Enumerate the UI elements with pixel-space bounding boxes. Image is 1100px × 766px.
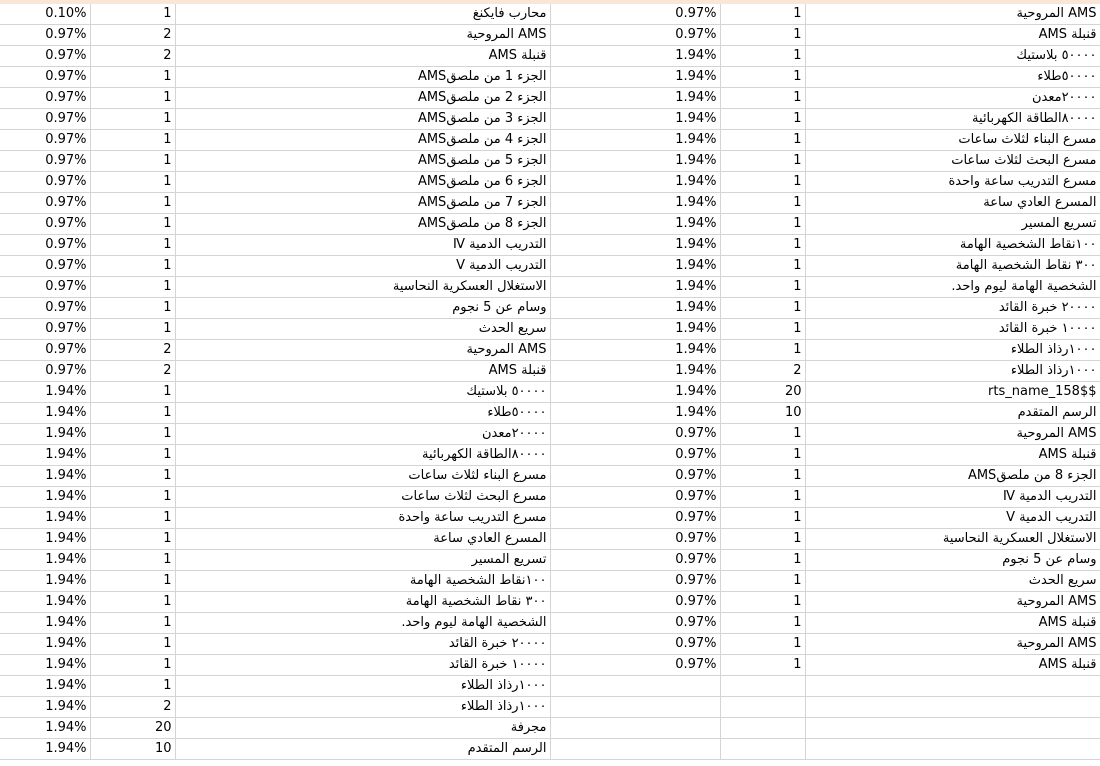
cell-left-item-name[interactable]: مسرع البناء لثلاث ساعات (175, 466, 550, 487)
cell-right-count[interactable]: 1 (720, 151, 805, 172)
cell-left-percent[interactable]: 0.97% (0, 25, 90, 46)
table-row (0, 277, 1100, 298)
cell-right-count[interactable]: 1 (720, 445, 805, 466)
table-row (0, 25, 1100, 46)
cell-left-count[interactable]: 1 (90, 130, 175, 151)
cell-left-item-name[interactable]: قنبلة AMS (175, 361, 550, 382)
cell-left-item-name[interactable]: ٨٠٠٠٠الطاقة الكهربائية (175, 445, 550, 466)
cell-right-count[interactable]: 1 (720, 466, 805, 487)
cell-right-count[interactable]: 1 (720, 130, 805, 151)
cell-left-item-name[interactable]: الجزء 1 من ملصقAMS (175, 67, 550, 88)
cell-right-item-name[interactable] (805, 739, 1100, 760)
cell-left-item-name[interactable]: ٣٠٠ نقاط الشخصية الهامة (175, 592, 550, 613)
table-row (0, 319, 1100, 340)
cell-right-percent[interactable]: 1.94% (550, 361, 720, 382)
cell-left-percent[interactable]: 0.97% (0, 151, 90, 172)
cell-right-item-name[interactable]: مسرع البناء لثلاث ساعات (805, 130, 1100, 151)
cell-left-item-name[interactable]: التدريب الدمية Ⅳ (175, 235, 550, 256)
cell-left-count[interactable]: 2 (90, 46, 175, 67)
cell-right-percent[interactable]: 0.97% (550, 550, 720, 571)
table-row (0, 697, 1100, 718)
cell-right-percent[interactable]: 1.94% (550, 235, 720, 256)
table-row (0, 235, 1100, 256)
cell-right-item-name[interactable]: $rts_name_158$ (805, 382, 1100, 403)
cell-right-item-name[interactable]: التدريب الدمية Ⅴ (805, 508, 1100, 529)
cell-right-count[interactable]: 1 (720, 508, 805, 529)
cell-right-percent[interactable]: 1.94% (550, 67, 720, 88)
cell-right-percent[interactable]: 1.94% (550, 277, 720, 298)
cell-right-percent[interactable]: 0.97% (550, 445, 720, 466)
table-row (0, 130, 1100, 151)
cell-left-percent[interactable]: 0.10% (0, 4, 90, 25)
cell-right-count[interactable] (720, 676, 805, 697)
cell-right-count[interactable]: 1 (720, 613, 805, 634)
grid-body (0, 4, 1100, 760)
cell-left-percent[interactable]: 1.94% (0, 697, 90, 718)
cell-left-count[interactable]: 1 (90, 151, 175, 172)
cell-left-count[interactable]: 1 (90, 382, 175, 403)
cell-left-count[interactable]: 2 (90, 25, 175, 46)
cell-left-percent[interactable]: 0.97% (0, 319, 90, 340)
cell-left-item-name[interactable]: التدريب الدمية Ⅴ (175, 256, 550, 277)
cell-right-percent[interactable]: 1.94% (550, 340, 720, 361)
cell-left-item-name[interactable]: مجرفة (175, 718, 550, 739)
cell-left-count[interactable]: 1 (90, 67, 175, 88)
cell-right-item-name[interactable]: ٥٠٠٠٠طلاء (805, 67, 1100, 88)
cell-left-item-name[interactable]: الشخصية الهامة ليوم واحد. (175, 613, 550, 634)
cell-left-item-name[interactable]: سريع الحدث (175, 319, 550, 340)
cell-left-percent[interactable]: 0.97% (0, 235, 90, 256)
cell-left-item-name[interactable]: الجزء 2 من ملصقAMS (175, 88, 550, 109)
table-row (0, 424, 1100, 445)
cell-left-count[interactable]: 1 (90, 613, 175, 634)
cell-right-percent[interactable]: 0.97% (550, 529, 720, 550)
cell-left-percent[interactable]: 1.94% (0, 718, 90, 739)
cell-left-item-name[interactable]: الاستغلال العسكرية النحاسية (175, 277, 550, 298)
cell-left-item-name[interactable]: ١٠٠٠رذاذ الطلاء (175, 676, 550, 697)
cell-right-item-name[interactable]: ١٠٠٠رذاذ الطلاء (805, 340, 1100, 361)
cell-left-percent[interactable]: 0.97% (0, 130, 90, 151)
cell-left-percent[interactable]: 0.97% (0, 214, 90, 235)
table-row (0, 298, 1100, 319)
cell-left-item-name[interactable]: المسرع العادي ساعة (175, 529, 550, 550)
cell-right-count[interactable]: 1 (720, 25, 805, 46)
cell-right-item-name[interactable]: مسرع البحث لثلاث ساعات (805, 151, 1100, 172)
cell-right-item-name[interactable]: ١٠٠٠رذاذ الطلاء (805, 361, 1100, 382)
cell-left-count[interactable]: 1 (90, 256, 175, 277)
cell-left-count[interactable]: 1 (90, 235, 175, 256)
cell-left-percent[interactable]: 0.97% (0, 193, 90, 214)
cell-right-item-name[interactable]: ٢٠٠٠٠ خبرة القائد (805, 298, 1100, 319)
cell-right-percent[interactable]: 1.94% (550, 403, 720, 424)
cell-right-percent[interactable]: 1.94% (550, 214, 720, 235)
cell-left-count[interactable]: 2 (90, 697, 175, 718)
cell-right-count[interactable]: 1 (720, 424, 805, 445)
cell-right-count[interactable]: 1 (720, 571, 805, 592)
cell-right-item-name[interactable] (805, 718, 1100, 739)
cell-right-percent[interactable]: 1.94% (550, 172, 720, 193)
table-row (0, 361, 1100, 382)
cell-left-count[interactable]: 10 (90, 739, 175, 760)
cell-right-percent[interactable]: 0.97% (550, 466, 720, 487)
cell-left-percent[interactable]: 1.94% (0, 634, 90, 655)
cell-right-item-name[interactable]: ١٠٠٠٠ خبرة القائد (805, 319, 1100, 340)
cell-left-percent[interactable]: 1.94% (0, 445, 90, 466)
table-row (0, 676, 1100, 697)
table-row (0, 550, 1100, 571)
cell-left-count[interactable]: 1 (90, 676, 175, 697)
cell-left-count[interactable]: 20 (90, 718, 175, 739)
cell-right-percent[interactable]: 0.97% (550, 613, 720, 634)
cell-right-item-name[interactable] (805, 676, 1100, 697)
cell-right-percent[interactable] (550, 718, 720, 739)
cell-left-percent[interactable]: 1.94% (0, 613, 90, 634)
cell-right-item-name[interactable]: AMS المروحية (805, 424, 1100, 445)
cell-right-item-name[interactable]: ٢٠٠٠٠معدن (805, 88, 1100, 109)
cell-left-item-name[interactable]: تسريع المسير (175, 550, 550, 571)
cell-left-percent[interactable]: 0.97% (0, 172, 90, 193)
cell-left-percent[interactable]: 1.94% (0, 739, 90, 760)
cell-right-count[interactable]: 10 (720, 403, 805, 424)
cell-left-item-name[interactable]: ١٠٠نقاط الشخصية الهامة (175, 571, 550, 592)
cell-left-percent[interactable]: 0.97% (0, 109, 90, 130)
cell-left-count[interactable]: 2 (90, 340, 175, 361)
cell-right-item-name[interactable]: AMS المروحية (805, 4, 1100, 25)
table-row (0, 655, 1100, 676)
cell-left-percent[interactable]: 0.97% (0, 88, 90, 109)
cell-right-count[interactable]: 1 (720, 487, 805, 508)
cell-right-count[interactable] (720, 697, 805, 718)
cell-left-count[interactable]: 1 (90, 277, 175, 298)
cell-right-percent[interactable]: 0.97% (550, 592, 720, 613)
cell-left-percent[interactable]: 1.94% (0, 382, 90, 403)
cell-left-percent[interactable]: 0.97% (0, 46, 90, 67)
cell-right-percent[interactable]: 0.97% (550, 424, 720, 445)
spreadsheet-grid (0, 4, 1100, 760)
cell-right-count[interactable]: 1 (720, 529, 805, 550)
cell-left-item-name[interactable]: قنبلة AMS (175, 46, 550, 67)
table-row (0, 613, 1100, 634)
cell-right-percent[interactable]: 1.94% (550, 46, 720, 67)
cell-right-count[interactable]: 1 (720, 109, 805, 130)
cell-left-count[interactable]: 2 (90, 361, 175, 382)
cell-right-item-name[interactable]: AMS المروحية (805, 634, 1100, 655)
cell-left-count[interactable]: 1 (90, 403, 175, 424)
cell-right-count[interactable]: 1 (720, 592, 805, 613)
cell-right-item-name[interactable]: الرسم المتقدم (805, 403, 1100, 424)
cell-right-count[interactable]: 2 (720, 361, 805, 382)
cell-left-percent[interactable]: 1.94% (0, 424, 90, 445)
cell-left-count[interactable]: 1 (90, 298, 175, 319)
cell-right-item-name[interactable]: ٨٠٠٠٠الطاقة الكهربائية (805, 109, 1100, 130)
cell-right-count[interactable]: 1 (720, 4, 805, 25)
cell-right-item-name[interactable]: تسريع المسير (805, 214, 1100, 235)
cell-left-item-name[interactable]: الجزء 4 من ملصقAMS (175, 130, 550, 151)
cell-left-percent[interactable]: 1.94% (0, 571, 90, 592)
cell-left-count[interactable]: 1 (90, 634, 175, 655)
cell-left-item-name[interactable]: ٢٠٠٠٠ خبرة القائد (175, 634, 550, 655)
cell-right-item-name[interactable]: قنبلة AMS (805, 655, 1100, 676)
cell-left-item-name[interactable]: ٢٠٠٠٠معدن (175, 424, 550, 445)
table-row (0, 487, 1100, 508)
table-row (0, 46, 1100, 67)
cell-right-count[interactable]: 1 (720, 277, 805, 298)
cell-left-count[interactable]: 1 (90, 424, 175, 445)
cell-left-count[interactable]: 1 (90, 193, 175, 214)
cell-right-item-name[interactable]: المسرع العادي ساعة (805, 193, 1100, 214)
cell-left-item-name[interactable]: AMS المروحية (175, 25, 550, 46)
table-row (0, 172, 1100, 193)
cell-left-percent[interactable]: 1.94% (0, 487, 90, 508)
cell-left-percent[interactable]: 0.97% (0, 298, 90, 319)
cell-right-item-name[interactable]: الجزء 8 من ملصقAMS (805, 466, 1100, 487)
table-row (0, 508, 1100, 529)
cell-left-count[interactable]: 1 (90, 4, 175, 25)
cell-left-percent[interactable]: 0.97% (0, 361, 90, 382)
cell-left-percent[interactable]: 1.94% (0, 508, 90, 529)
cell-left-percent[interactable]: 0.97% (0, 277, 90, 298)
table-row (0, 529, 1100, 550)
cell-left-count[interactable]: 1 (90, 529, 175, 550)
cell-left-item-name[interactable]: AMS المروحية (175, 340, 550, 361)
cell-left-count[interactable]: 1 (90, 109, 175, 130)
cell-right-count[interactable] (720, 718, 805, 739)
cell-left-item-name[interactable]: الرسم المتقدم (175, 739, 550, 760)
cell-right-percent[interactable] (550, 697, 720, 718)
table-row (0, 109, 1100, 130)
cell-right-item-name[interactable]: الاستغلال العسكرية النحاسية (805, 529, 1100, 550)
cell-left-item-name[interactable]: ١٠٠٠٠ خبرة القائد (175, 655, 550, 676)
cell-right-percent[interactable] (550, 739, 720, 760)
cell-left-item-name[interactable]: الجزء 3 من ملصقAMS (175, 109, 550, 130)
cell-right-percent[interactable]: 1.94% (550, 109, 720, 130)
cell-left-percent[interactable]: 1.94% (0, 592, 90, 613)
table-row (0, 718, 1100, 739)
cell-right-percent[interactable]: 1.94% (550, 88, 720, 109)
table-row (0, 256, 1100, 277)
cell-left-count[interactable]: 1 (90, 214, 175, 235)
cell-right-item-name[interactable]: وسام عن 5 نجوم (805, 550, 1100, 571)
cell-right-count[interactable]: 1 (720, 550, 805, 571)
table-row (0, 214, 1100, 235)
cell-left-item-name[interactable]: مسرع البحث لثلاث ساعات (175, 487, 550, 508)
cell-right-item-name[interactable]: الشخصية الهامة ليوم واحد. (805, 277, 1100, 298)
cell-left-count[interactable]: 1 (90, 508, 175, 529)
cell-right-item-name[interactable]: مسرع التدريب ساعة واحدة (805, 172, 1100, 193)
cell-right-count[interactable]: 1 (720, 193, 805, 214)
cell-left-item-name[interactable]: مسرع التدريب ساعة واحدة (175, 508, 550, 529)
cell-right-percent[interactable]: 0.97% (550, 487, 720, 508)
table-row (0, 466, 1100, 487)
cell-left-item-name[interactable]: الجزء 6 من ملصقAMS (175, 172, 550, 193)
cell-right-percent[interactable]: 1.94% (550, 130, 720, 151)
cell-left-item-name[interactable]: الجزء 8 من ملصقAMS (175, 214, 550, 235)
cell-right-count[interactable]: 1 (720, 67, 805, 88)
cell-right-count[interactable]: 1 (720, 214, 805, 235)
cell-right-count[interactable]: 1 (720, 46, 805, 67)
cell-left-percent[interactable]: 0.97% (0, 340, 90, 361)
table-row (0, 592, 1100, 613)
cell-right-count[interactable]: 1 (720, 88, 805, 109)
cell-right-percent[interactable]: 0.97% (550, 571, 720, 592)
cell-right-count[interactable]: 1 (720, 298, 805, 319)
cell-right-count[interactable]: 1 (720, 655, 805, 676)
table-row (0, 193, 1100, 214)
cell-left-count[interactable]: 1 (90, 550, 175, 571)
table-row (0, 445, 1100, 466)
cell-left-item-name[interactable]: الجزء 5 من ملصقAMS (175, 151, 550, 172)
cell-right-percent[interactable]: 1.94% (550, 256, 720, 277)
cell-left-count[interactable]: 1 (90, 445, 175, 466)
cell-right-item-name[interactable]: سريع الحدث (805, 571, 1100, 592)
cell-right-item-name[interactable]: قنبلة AMS (805, 25, 1100, 46)
cell-right-percent[interactable]: 1.94% (550, 298, 720, 319)
table-row (0, 340, 1100, 361)
table-row (0, 634, 1100, 655)
cell-left-percent[interactable]: 1.94% (0, 676, 90, 697)
cell-right-percent[interactable]: 0.97% (550, 634, 720, 655)
cell-left-percent[interactable]: 1.94% (0, 403, 90, 424)
cell-left-percent[interactable]: 0.97% (0, 67, 90, 88)
cell-right-item-name[interactable]: ١٠٠نقاط الشخصية الهامة (805, 235, 1100, 256)
cell-left-count[interactable]: 1 (90, 88, 175, 109)
cell-left-item-name[interactable]: محارب فايكنغ (175, 4, 550, 25)
cell-left-count[interactable]: 1 (90, 487, 175, 508)
cell-left-percent[interactable]: 1.94% (0, 655, 90, 676)
cell-left-percent[interactable]: 1.94% (0, 529, 90, 550)
cell-right-count[interactable]: 1 (720, 256, 805, 277)
cell-right-item-name[interactable]: قنبلة AMS (805, 445, 1100, 466)
cell-right-count[interactable] (720, 739, 805, 760)
cell-right-count[interactable]: 1 (720, 319, 805, 340)
cell-left-percent[interactable]: 0.97% (0, 256, 90, 277)
cell-left-item-name[interactable]: ٥٠٠٠٠ بلاستيك (175, 382, 550, 403)
cell-right-percent[interactable]: 0.97% (550, 4, 720, 25)
cell-right-percent[interactable]: 0.97% (550, 508, 720, 529)
cell-right-count[interactable]: 1 (720, 235, 805, 256)
cell-right-percent[interactable]: 1.94% (550, 193, 720, 214)
cell-left-percent[interactable]: 1.94% (0, 550, 90, 571)
table-row (0, 739, 1100, 760)
cell-left-count[interactable]: 1 (90, 571, 175, 592)
cell-right-percent[interactable]: 1.94% (550, 382, 720, 403)
table-row (0, 382, 1100, 403)
table-row (0, 88, 1100, 109)
cell-right-item-name[interactable]: ٣٠٠ نقاط الشخصية الهامة (805, 256, 1100, 277)
cell-right-percent[interactable]: 0.97% (550, 25, 720, 46)
table-row (0, 403, 1100, 424)
cell-right-item-name[interactable] (805, 697, 1100, 718)
cell-right-count[interactable]: 20 (720, 382, 805, 403)
cell-right-percent[interactable]: 1.94% (550, 319, 720, 340)
cell-right-item-name[interactable]: ٥٠٠٠٠ بلاستيك (805, 46, 1100, 67)
table-row (0, 4, 1100, 25)
table-row (0, 67, 1100, 88)
cell-right-count[interactable]: 1 (720, 340, 805, 361)
table-row (0, 571, 1100, 592)
cell-right-percent[interactable] (550, 676, 720, 697)
table-row (0, 151, 1100, 172)
cell-left-item-name[interactable]: ٥٠٠٠٠طلاء (175, 403, 550, 424)
cell-left-item-name[interactable]: الجزء 7 من ملصقAMS (175, 193, 550, 214)
cell-right-count[interactable]: 1 (720, 634, 805, 655)
cell-right-item-name[interactable]: AMS المروحية (805, 592, 1100, 613)
cell-right-percent[interactable]: 0.97% (550, 655, 720, 676)
cell-right-percent[interactable]: 1.94% (550, 151, 720, 172)
cell-left-count[interactable]: 1 (90, 172, 175, 193)
cell-left-item-name[interactable]: وسام عن 5 نجوم (175, 298, 550, 319)
cell-right-item-name[interactable]: التدريب الدمية Ⅳ (805, 487, 1100, 508)
cell-left-count[interactable]: 1 (90, 592, 175, 613)
cell-left-percent[interactable]: 1.94% (0, 466, 90, 487)
cell-right-count[interactable]: 1 (720, 172, 805, 193)
cell-left-count[interactable]: 1 (90, 655, 175, 676)
cell-left-count[interactable]: 1 (90, 466, 175, 487)
cell-left-item-name[interactable]: ١٠٠٠رذاذ الطلاء (175, 697, 550, 718)
cell-left-count[interactable]: 1 (90, 319, 175, 340)
cell-right-item-name[interactable]: قنبلة AMS (805, 613, 1100, 634)
